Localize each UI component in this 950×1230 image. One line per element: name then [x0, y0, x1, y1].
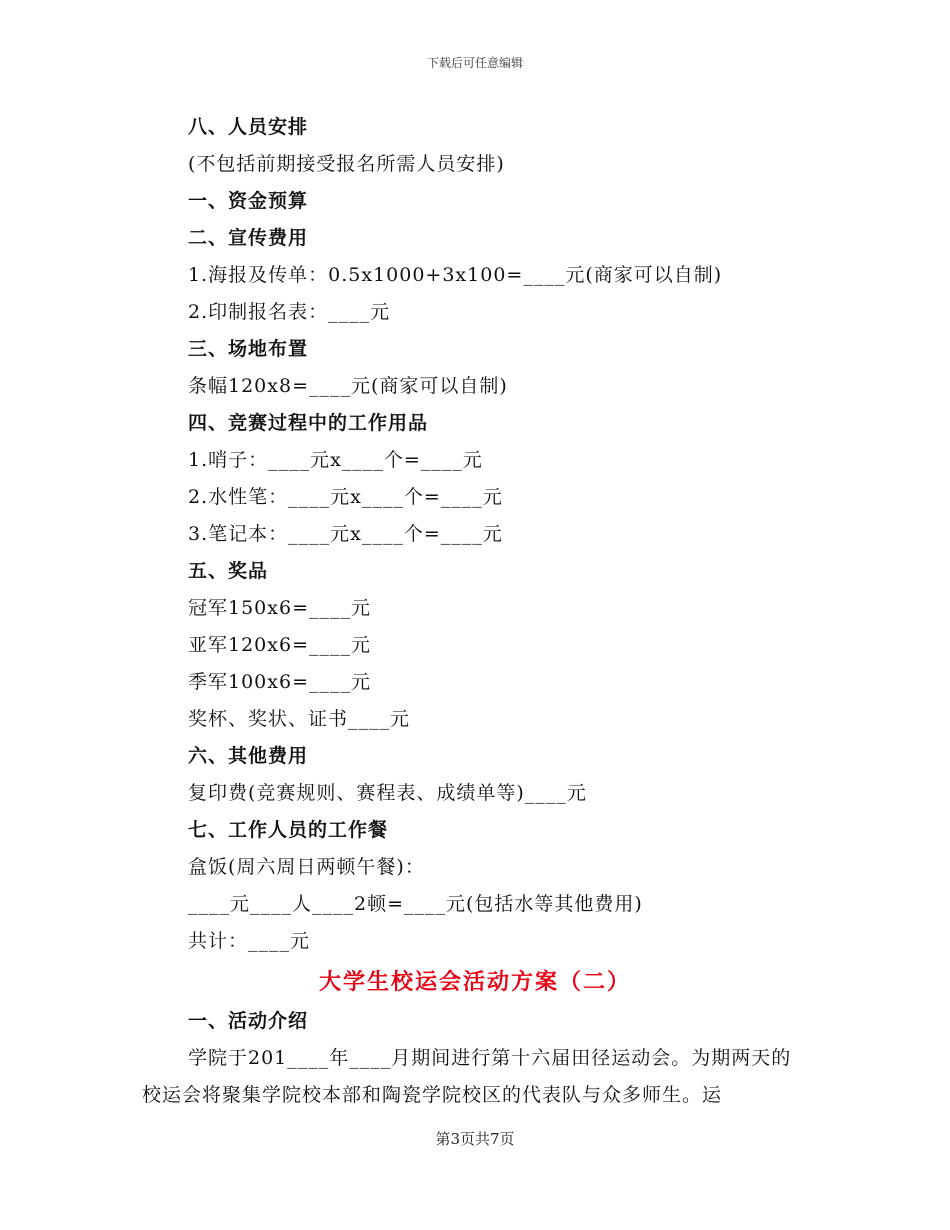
section-title: 大学生校运会活动方案（二） [318, 970, 631, 995]
staffing-note: (不包括前期接受报名所需人员安排) [188, 153, 505, 175]
item-lunch-boxes: 盒饭(周六周日两顿午餐)： [188, 856, 425, 878]
item-trophies: 奖杯、奖状、证书____元 [188, 708, 411, 730]
intro-paragraph: 学院于201____年____月期间进行第十六届田径运动会。为期两天的校运会将聚集学院校本部和陶瓷学院校区的代表队与众多师生。运 [142, 1047, 792, 1106]
heading-venue: 三、场地布置 [188, 338, 309, 360]
item-pen: 2.水性笔：____元x____个=____元 [188, 486, 503, 508]
heading-staff-meals: 七、工作人员的工作餐 [188, 819, 389, 841]
heading-activity-intro: 一、活动介绍 [188, 1010, 309, 1032]
heading-budget: 一、资金预算 [188, 190, 309, 212]
heading-publicity: 二、宣传费用 [188, 227, 309, 249]
item-banner: 条幅120x8=____元(商家可以自制) [188, 375, 508, 397]
item-registration-form: 2.印制报名表：____元 [188, 301, 391, 323]
item-champion: 冠军150x6=____元 [188, 597, 371, 619]
item-whistle: 1.哨子：____元x____个=____元 [188, 449, 483, 471]
item-meal-calc: ____元____人____2顿=____元(包括水等其他费用) [188, 893, 643, 915]
page-header: 下载后可任意编辑 [426, 56, 523, 70]
item-notebook: 3.笔记本：____元x____个=____元 [188, 523, 503, 545]
heading-other-costs: 六、其他费用 [188, 745, 309, 767]
heading-staffing: 八、人员安排 [188, 116, 309, 138]
heading-supplies: 四、竞赛过程中的工作用品 [188, 412, 429, 434]
item-posters: 1.海报及传单：0.5x1000+3x100=____元(商家可以自制) [188, 264, 723, 286]
item-third-place: 季军100x6=____元 [188, 671, 371, 693]
item-copying: 复印费(竞赛规则、赛程表、成绩单等)____元 [188, 782, 587, 804]
heading-prizes: 五、奖品 [188, 560, 269, 582]
page-footer: 第3页共7页 [435, 1130, 515, 1148]
item-total: 共计：____元 [188, 930, 311, 952]
item-runner-up: 亚军120x6=____元 [188, 634, 371, 656]
